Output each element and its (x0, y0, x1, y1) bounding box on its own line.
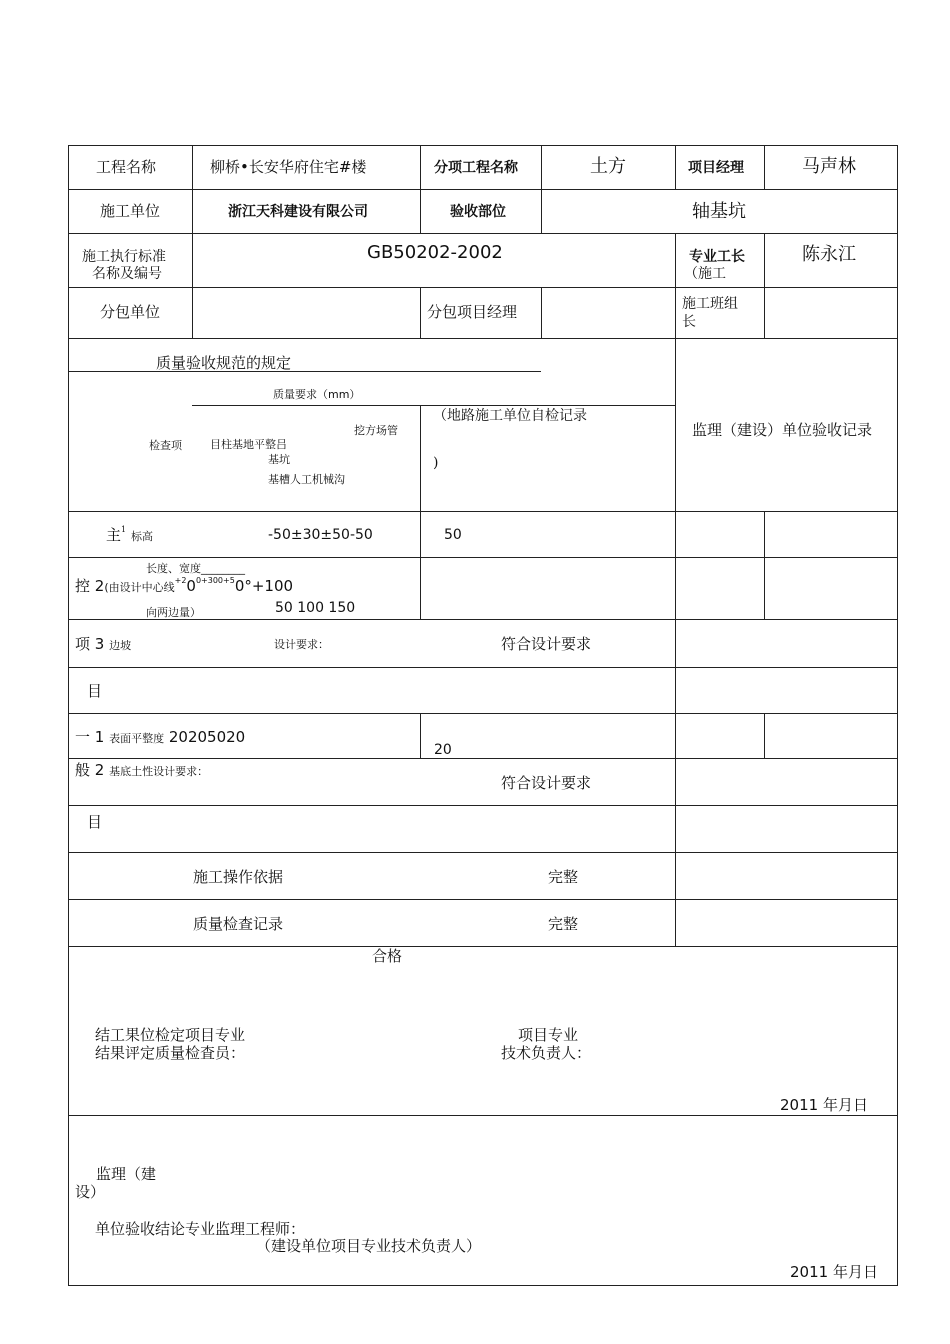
acceptance-part-value: 轴基坑 (692, 201, 746, 222)
row-line (68, 557, 898, 558)
row-line (68, 758, 898, 759)
col-line (764, 713, 765, 758)
sub-pm-label: 分包项目经理 (427, 303, 518, 321)
conclusion-result: 合格 (372, 947, 403, 965)
main-r1-name: 标高 (131, 530, 153, 543)
sub-unit-label: 分包单位 (100, 303, 161, 321)
row-line (68, 667, 898, 668)
table-border-bottom (68, 1285, 898, 1286)
acceptance-part-label: 验收部位 (450, 204, 506, 220)
pm-value: 马声林 (802, 156, 856, 177)
col-line (420, 405, 421, 511)
supervision-label-1: 监理（建 (96, 1165, 157, 1183)
row-line (68, 946, 898, 947)
spec-columns-3: 基槽人工机械沟 (268, 473, 345, 486)
col-line (420, 713, 421, 758)
supervision-line-2: （建设单位项目专业技术负责人） (256, 1237, 482, 1255)
spec-dig-site: 挖方场管 (354, 424, 398, 437)
col-line (420, 287, 421, 338)
record-label: 质量检查记录 (193, 915, 284, 933)
col-line (675, 233, 676, 338)
row-line (68, 1115, 898, 1116)
col-line (764, 511, 765, 619)
foreman-label-1: 专业工长 (689, 249, 745, 265)
col-line (764, 233, 765, 338)
standard-label-2: 名称及编号 (92, 266, 162, 282)
main-r2-top: 长度、宽度________ (146, 562, 245, 575)
main-r2-bottom: 向两边量） (146, 606, 201, 619)
spec-title: 质量验收规范的规定 (156, 354, 292, 372)
basis-value: 完整 (548, 868, 579, 886)
main-r3-req: 设计要求： (274, 638, 329, 651)
basis-label: 施工操作依据 (193, 868, 284, 886)
subitem-label: 分项工程名称 (434, 160, 518, 176)
pm-label: 项目经理 (688, 160, 744, 176)
main-r1-record: 50 (444, 527, 462, 543)
general-g1-record: 20 (434, 742, 452, 758)
supervision-record-label: 监理（建设）单位验收记录 (692, 421, 873, 439)
project-name-label: 工程名称 (96, 158, 157, 176)
col-line (541, 189, 542, 233)
row-line (68, 899, 898, 900)
general-g2-record: 符合设计要求 (501, 774, 592, 792)
team-leader-label-2: 长 (682, 314, 696, 330)
project-name: 柳桥•长安华府住宅#楼 (210, 158, 367, 176)
row-line (68, 338, 898, 339)
col-line (420, 511, 421, 619)
supervision-line-1: 单位验收结论专业监理工程师： (95, 1220, 306, 1238)
main-r2-cut: 50 100 150 (275, 600, 356, 616)
conclusion-right-1: 项目专业 (518, 1026, 579, 1044)
col-line (192, 145, 193, 338)
col-line (420, 189, 421, 233)
standard-label-1: 施工执行标准 (82, 249, 166, 265)
supervision-label-2: 设） (75, 1183, 106, 1201)
conclusion-date: 2011 年月日 (780, 1096, 868, 1114)
conclusion-left-1: 结工果位检定项目专业 (95, 1026, 246, 1044)
spec-requirement: 质量要求（mm） (273, 388, 361, 401)
general-g1: 一 1 表面平整度 20205020 (75, 728, 246, 746)
col-line (420, 145, 421, 189)
row-line (68, 805, 898, 806)
row-line (68, 852, 898, 853)
conclusion-left-2: 结果评定质量检査员： (95, 1044, 246, 1062)
spec-columns-1: 目柱基地平整吕 (210, 438, 287, 451)
spec-columns-2: 基坑 (268, 453, 290, 466)
self-check-1: （地路施工单位自检记录 (433, 408, 587, 424)
main-r3-record: 符合设计要求 (501, 635, 592, 653)
col-line (675, 145, 676, 189)
main-r1-prefix: 主$^1$ (106, 525, 127, 544)
conclusion-right-2: 技术负责人： (501, 1044, 592, 1062)
main-mu: 目 (87, 682, 103, 700)
table-border-right (897, 145, 898, 1285)
general-g2: 般 2 基底土性设计要求： (75, 761, 209, 779)
col-line (764, 145, 765, 189)
main-r1-values: -50±30±50-50 (268, 527, 373, 543)
foreman-label-2: （施工 (684, 266, 726, 282)
main-r2-line: 控 2(由设计中心线$^{+2}0^{0+300+5}0^\circ+100$ (75, 576, 294, 595)
general-mu: 目 (87, 813, 103, 831)
subitem-value: 土方 (590, 156, 626, 177)
row-line (68, 713, 898, 714)
row-line (68, 511, 898, 512)
foreman-value: 陈永江 (802, 244, 856, 265)
record-value: 完整 (548, 915, 579, 933)
supervision-date: 2011 年月日 (790, 1263, 878, 1281)
col-line (675, 338, 676, 946)
self-check-2: ) (433, 455, 439, 471)
col-line (541, 287, 542, 338)
row-line (192, 405, 675, 406)
team-leader-label-1: 施工班组 (682, 296, 738, 312)
standard-value: GB50202-2002 (367, 242, 503, 263)
table-border-left (68, 145, 69, 1285)
row-line (68, 371, 541, 372)
col-line (541, 145, 542, 189)
contractor-label: 施工单位 (100, 202, 161, 220)
contractor-value: 浙江天科建设有限公司 (228, 204, 368, 220)
main-r3-prefix: 项 3 边坡 (75, 635, 132, 653)
spec-check-item: 检查项 (149, 439, 182, 452)
